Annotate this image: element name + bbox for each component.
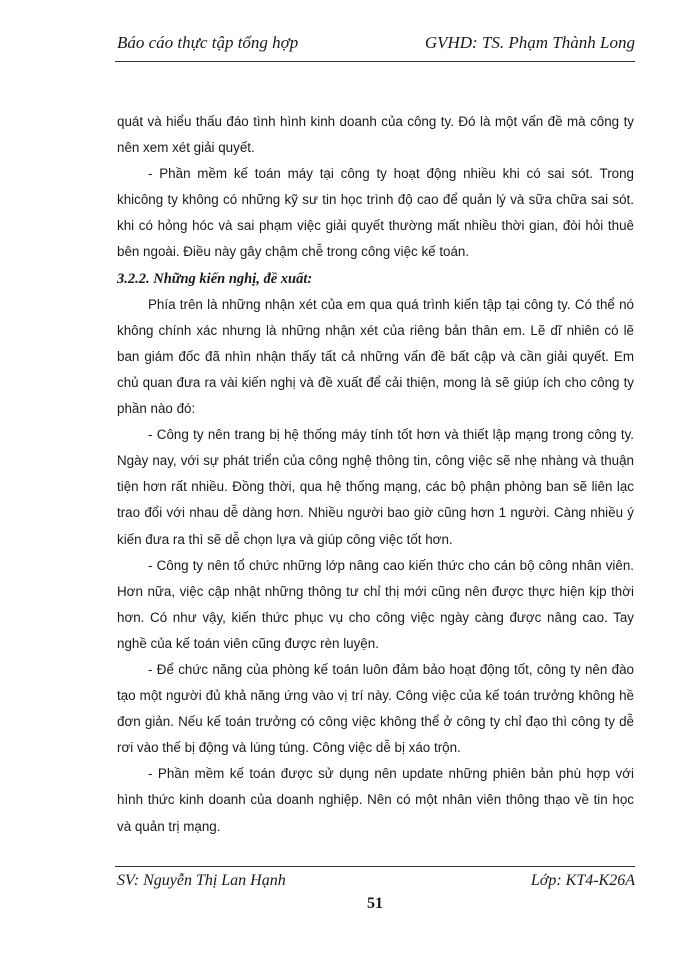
footer-class: Lớp: KT4-K26A [530,872,635,889]
header-report-title: Báo cáo thực tập tổng hợp [117,33,299,52]
paragraph: - Phần mềm kế toán máy tại công ty hoạt động nhiều khi có sai sót. Trong khicông ty không có những kỹ sư tin học trình độ cao để quản lý và sữa chữa sai sót. khi có hỏng hóc và sai phạm việc giải quyết thường mất nhiều thời gian, đòi hỏi thuê bên ngoài. Điều này gây chậm chễ trong công việc kế toán. [117,166,634,260]
footer-divider [115,866,635,867]
list-item: - Công ty nên tổ chức những lớp nâng cao kiến thức cho cán bộ công nhân viên. Hơn nữa, việc cập nhật những thông tư chỉ thị mới cũng nên được thực hiện kịp thời hơn. Có như vậy, kiến thức phục vụ cho công việc ngày càng được nâng cao. Tay nghề của kế toán viên cũng được rèn luyện. [117,557,634,651]
list-item: - Công ty nên trang bị hệ thống máy tính tốt hơn và thiết lập mạng trong công ty. Ngày nay, với sự phát triển của công nghệ thông tin, công việc sẽ nhẹ nhàng và thuận tiện hơn rất nhiều. Đồng thời, qua hệ thống mạng, các bộ phận phòng ban sẽ liên lạc trao đổi với nhau dễ dàng hơn. Nhiều người bao giờ cũng hơn 1 người. Càng nhiều ý kiến đưa ra thì sẽ dễ chọn lựa và giúp công việc tốt hơn. [117,427,634,547]
header-divider [115,61,635,62]
document-body [117,109,634,840]
list-item: - Phần mềm kế toán được sử dụng nên update những phiên bản phù hợp với hình thức kinh doanh của doanh nghiệp. Nên có một nhân viên thông thạo về tin học và quản trị mạng. [117,766,634,834]
page-header [117,33,635,53]
list-item: - Để chức năng của phòng kế toán luôn đảm bảo hoạt động tốt, công ty nên đào tạo một người đủ khả năng ứng vào vị trí này. Công việc của kế toán trưởng không hề đơn giản. Nếu kế toán trưởng có công việc không thể ở công ty chỉ đạo thì công ty dễ rơi vào thế bị động và lúng túng. Công việc dễ bị xáo trộn. [117,661,634,756]
header-supervisor: GVHD: TS. Phạm Thành Long [424,33,635,52]
page-footer [117,872,635,890]
paragraph: Phía trên là những nhận xét của em qua quá trình kiến tập tại công ty. Có thể nó không chính xác nhưng là những nhận xét của riêng bản thân em. Lẽ dĩ nhiên có lẽ ban giám đốc đã nhìn nhận thấy tất cả những vấn đề bất cập và cần giải quyết. Em chủ quan đưa ra vài kiến nghị và đề xuất để cải thiện, mong là sẽ giúp ích cho công ty phần nào đó: [117,296,634,417]
page-number: 51 [367,895,383,912]
footer-student-name: SV: Nguyễn Thị Lan Hạnh [117,872,286,889]
section-heading: 3.2.2. Những kiến nghị, đề xuất: [117,270,313,287]
paragraph: quát và hiểu thấu đáo tình hình kinh doanh của công ty. Đó là một vấn đề mà công ty nên xem xét giải quyết. [117,114,634,156]
